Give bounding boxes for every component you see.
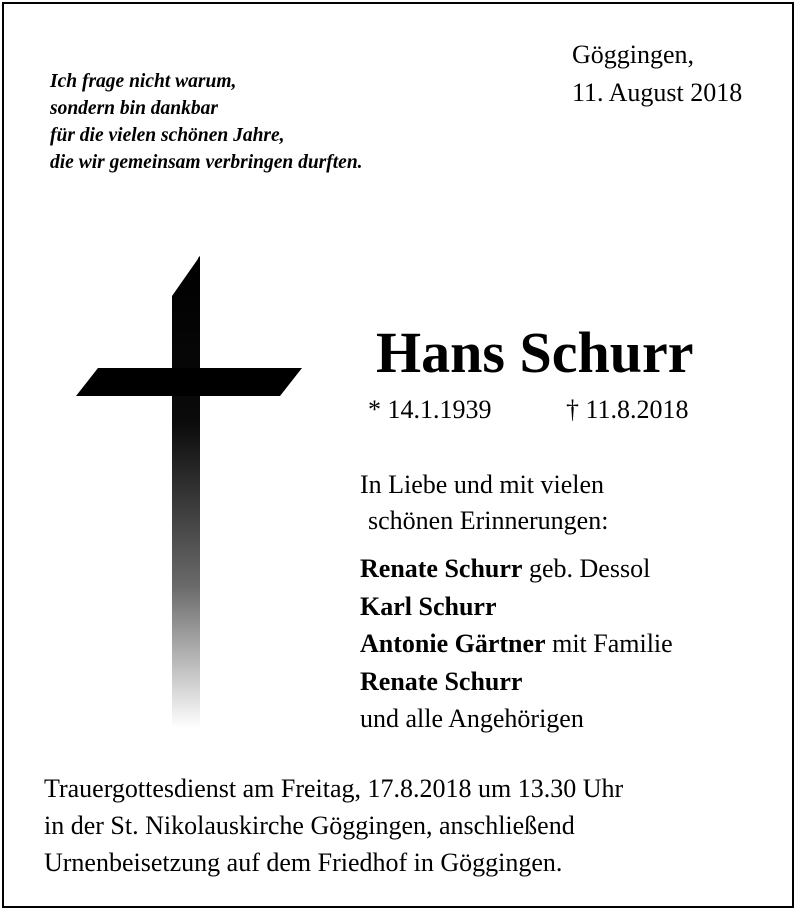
quote-line: die wir gemeinsam verbringen durften. [50, 152, 363, 173]
quote-line: Ich frage nicht warum, [50, 71, 237, 92]
mourner-note: mit Familie [552, 629, 673, 658]
deceased-name: Hans Schurr [376, 320, 694, 385]
mourner [360, 550, 673, 588]
mourner-name: Antonie Gärtner [360, 629, 546, 658]
date: 11. August 2018 [572, 78, 743, 107]
service-line: Trauergottesdienst am Freitag, 17.8.2018 um 13.30 Uhr [44, 774, 624, 803]
intro-line: In Liebe und mit vielen [360, 470, 605, 499]
life-dates [368, 392, 689, 428]
mourner [360, 625, 673, 663]
service-line: Urnenbeisetzung auf dem Friedhof in Göggingen. [44, 848, 563, 877]
mourner-note: geb. Dessol [528, 554, 651, 583]
mourner-name: Renate Schurr [360, 554, 523, 583]
service-line: in der St. Nikolauskirche Göggingen, anschließend [44, 811, 575, 840]
mourner-name: Renate Schurr [360, 666, 523, 696]
birth-date: * 14.1.1939 [368, 395, 492, 424]
place-and-date [572, 36, 742, 112]
quote-line: sondern bin dankbar [50, 98, 218, 119]
intro-text [360, 467, 608, 539]
mourner [360, 663, 673, 701]
cross-icon [76, 256, 302, 728]
funeral-service-info [44, 770, 623, 881]
mourners-list [360, 550, 673, 738]
memorial-quote [50, 68, 363, 176]
closing-line: und alle Angehörigen [360, 704, 584, 733]
intro-line: schönen Erinnerungen: [368, 506, 609, 535]
mourner [360, 588, 673, 626]
mourner-name: Karl Schurr [360, 591, 497, 621]
death-date: † 11.8.2018 [566, 395, 689, 424]
quote-line: für die vielen schönen Jahre, [50, 125, 285, 146]
place: Göggingen, [572, 40, 695, 69]
